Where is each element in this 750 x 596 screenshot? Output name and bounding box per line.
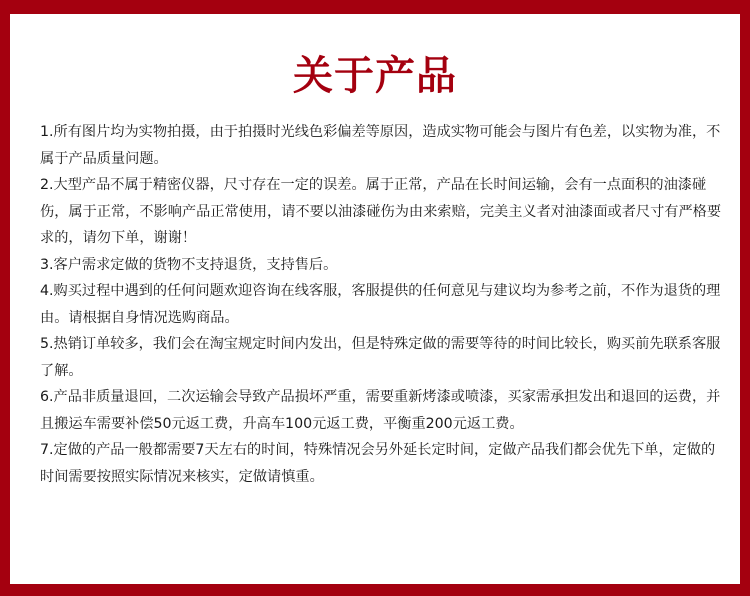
notice-list: [40, 119, 725, 490]
notice-item-1: 1.所有图片均为实物拍摄，由于拍摄时光线色彩偏差等原因，造成实物可能会与图片有色差，以实物为准，不属于产品质量问题。: [40, 124, 721, 167]
notice-item-7: 7.定做的产品一般都需要7天左右的时间，特殊情况会另外延长定时间，定做产品我们都会优先下单，定做的时间需要按照实际情况来核实，定做请慎重。: [40, 442, 716, 485]
page-title: 关于产品: [293, 53, 457, 99]
notice-item-2: 2.大型产品不属于精密仪器，尺寸存在一定的误差。属于正常，产品在长时间运输，会有一点面积的油漆碰伤，属于正常，不影响产品正常使用，请不要以油漆碰伤为由来索赔，完美主义者对油漆面或者尺寸有严格要求的，请勿下单，谢谢！: [40, 177, 722, 246]
notice-item-6: 6.产品非质量退回，二次运输会导致产品损坏严重，需要重新烤漆或喷漆，买家需承担发出和退回的运费，并且搬运车需要补偿50元返工费，升高车100元返工费，平衡重200元返工费。: [40, 389, 721, 432]
notice-item-4: 4.购买过程中遇到的任何问题欢迎咨询在线客服，客服提供的任何意见与建议均为参考之前，不作为退货的理由。请根据自身情况选购商品。: [40, 283, 721, 326]
notice-item-5: 5.热销订单较多，我们会在淘宝规定时间内发出，但是特殊定做的需要等待的时间比较长，购买前先联系客服了解。: [40, 336, 721, 379]
notice-item-3: 3.客户需求定做的货物不支持退货，支持售后。: [40, 256, 338, 273]
